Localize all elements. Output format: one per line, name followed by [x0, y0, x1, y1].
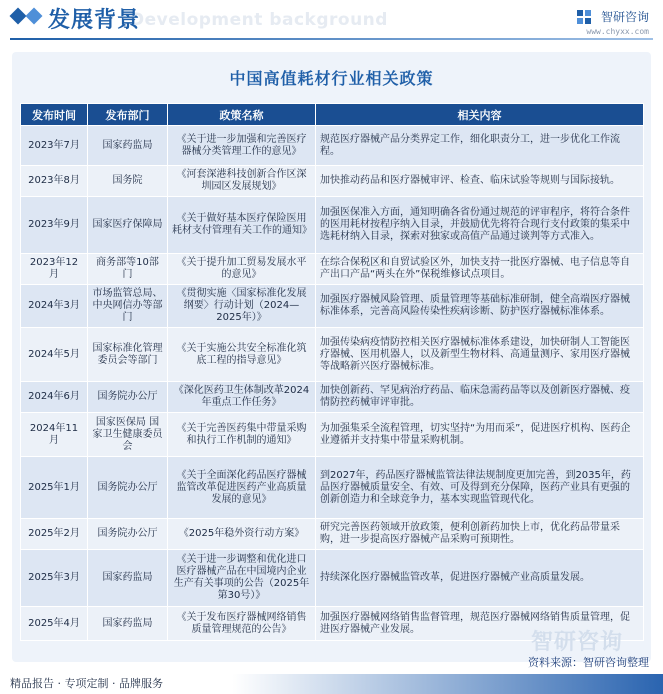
- cell-dept: 国务院办公厅: [88, 382, 168, 413]
- cell-time: 2023年9月: [21, 197, 88, 254]
- cell-dept: 国家药监局: [88, 126, 168, 166]
- cell-policy-name: 《河套深港科技创新合作区深圳园区发展规划》: [168, 166, 316, 197]
- cell-time: 2025年4月: [21, 607, 88, 641]
- diamond-icon: [10, 8, 27, 25]
- column-header-dept: 发布部门: [88, 104, 168, 126]
- cell-dept: 国家药监局: [88, 550, 168, 607]
- cell-content: 加强医疗器械风险管理、质量管理等基础标准研制，健全高端医疗器械标准体系，完善高风险传染性疾病诊断、防护医疗器械标准体系。: [316, 285, 644, 328]
- column-header-time: 发布时间: [21, 104, 88, 126]
- cell-time: 2024年5月: [21, 328, 88, 382]
- cell-content: 加快推动药品和医疗器械审评、检查、临床试验等规则与国际接轨。: [316, 166, 644, 197]
- section-title-en: Development background: [130, 10, 388, 30]
- table-row: [21, 382, 644, 413]
- brand: [576, 6, 649, 36]
- cell-dept: 国家标准化管理委员会等部门: [88, 328, 168, 382]
- footer-tagline: 精品报告 · 专项定制 · 品牌服务: [10, 677, 163, 690]
- brand-logo-icon: [576, 9, 592, 25]
- cell-dept: 商务部等10部门: [88, 254, 168, 285]
- table-row: [21, 457, 644, 519]
- cell-policy-name: 《关于完善医药集中带量采购和执行工作机制的通知》: [168, 413, 316, 457]
- cell-dept: 市场监管总局、中央网信办等部门: [88, 285, 168, 328]
- cell-dept: 国家药监局: [88, 607, 168, 641]
- data-source: 资料来源：智研咨询整理: [528, 656, 649, 669]
- table-row: [21, 328, 644, 382]
- diamond-icon-secondary: [26, 8, 43, 25]
- table-row: [21, 413, 644, 457]
- cell-content: 研究完善医药领域开放政策，便利创新药加快上市，优化药品带量采购，进一步提高医疗器械产品采购可预期性。: [316, 519, 644, 550]
- cell-content: 加快创新药、罕见病治疗药品、临床急需药品等以及创新医疗器械、疫情防控药械审评审批。: [316, 382, 644, 413]
- table-row: [21, 519, 644, 550]
- cell-policy-name: 《关于进一步加强和完善医疗器械分类管理工作的意见》: [168, 126, 316, 166]
- cell-policy-name: 《贯彻实施〈国家标准化发展纲要〉行动计划（2024—2025年）》: [168, 285, 316, 328]
- header-divider: [10, 38, 653, 40]
- column-header-desc: 相关内容: [316, 104, 644, 126]
- cell-time: 2025年3月: [21, 550, 88, 607]
- cell-time: 2023年12月: [21, 254, 88, 285]
- cell-dept: 国家医疗保障局: [88, 197, 168, 254]
- policy-panel: [12, 52, 651, 662]
- column-header-name: 政策名称: [168, 104, 316, 126]
- cell-dept: 国务院办公厅: [88, 519, 168, 550]
- cell-policy-name: 《关于全面深化药品医疗器械监管改革促进医药产业高质量发展的意见》: [168, 457, 316, 519]
- brand-url: www.chyxx.com: [586, 27, 649, 36]
- cell-time: 2025年2月: [21, 519, 88, 550]
- cell-time: 2024年3月: [21, 285, 88, 328]
- cell-time: 2024年11月: [21, 413, 88, 457]
- cell-content: 到2027年，药品医疗器械监管法律法规制度更加完善，到2035年，药品医疗器械质量安全、有效、可及得到充分保障，医药产业具有更强的创新创造力和全球竞争力，基本实现监管现代化。: [316, 457, 644, 519]
- cell-content: 为加强集采全流程管理，切实坚持“为用而采”，促进医疗机构、医药企业遵循并支持集中带量采购机制。: [316, 413, 644, 457]
- policy-table: [20, 103, 644, 641]
- table-row: [21, 126, 644, 166]
- cell-dept: 国务院: [88, 166, 168, 197]
- cell-content: 规范医疗器械产品分类界定工作，细化职责分工，进一步优化工作流程。: [316, 126, 644, 166]
- cell-content: 加强医疗器械网络销售监督管理，规范医疗器械网络销售质量管理，促进医疗器械产业发展。: [316, 607, 644, 641]
- table-title: 中国高值耗材行业相关政策: [229, 69, 434, 88]
- cell-policy-name: 《关于实施公共安全标准化筑底工程的指导意见》: [168, 328, 316, 382]
- cell-content: 在综合保税区和自贸试验区外，加快支持一批医疗器械、电子信息等自产出口产品“两头在外”保税维修试点项目。: [316, 254, 644, 285]
- cell-policy-name: 《深化医药卫生体制改革2024年重点工作任务》: [168, 382, 316, 413]
- cell-dept: 国家医保局 国家卫生健康委员会: [88, 413, 168, 457]
- cell-policy-name: 《2025年稳外资行动方案》: [168, 519, 316, 550]
- table-row: [21, 285, 644, 328]
- cell-time: 2023年8月: [21, 166, 88, 197]
- brand-name: 智研咨询: [600, 10, 649, 24]
- cell-policy-name: 《关于提升加工贸易发展水平的意见》: [168, 254, 316, 285]
- cell-content: 加强传染病疫情防控相关医疗器械标准体系建设，加快研制人工智能医疗器械、医用机器人，以及新型生物材料、高通量测序、家用医疗器械等战略新兴医疗器械标准。: [316, 328, 644, 382]
- cell-time: 2024年6月: [21, 382, 88, 413]
- watermark-logo: 智研咨询: [530, 630, 623, 655]
- table-row: [21, 197, 644, 254]
- table-header-row: [21, 104, 644, 126]
- table-row: [21, 550, 644, 607]
- page-header: [0, 0, 663, 40]
- table-row: [21, 254, 644, 285]
- cell-policy-name: 《关于做好基本医疗保险医用耗材支付管理有关工作的通知》: [168, 197, 316, 254]
- section-title: 发展背景: [48, 8, 141, 33]
- cell-content: 持续深化医疗器械监管改革，促进医疗器械产业高质量发展。: [316, 550, 644, 607]
- cell-policy-name: 《关于发布医疗器械网络销售质量管理规范的公告》: [168, 607, 316, 641]
- cell-time: 2025年1月: [21, 457, 88, 519]
- cell-dept: 国务院办公厅: [88, 457, 168, 519]
- table-row: [21, 166, 644, 197]
- cell-policy-name: 《关于进一步调整和优化进口医疗器械产品在中国境内企业生产有关事项的公告（2025年第30号）》: [168, 550, 316, 607]
- cell-time: 2023年7月: [21, 126, 88, 166]
- cell-content: 加强医保准入方面，通知明确各省份通过规范的评审程序，将符合条件的医用耗材按程序纳入目录，并鼓励优先将符合现行支付政策的集采中选耗材纳入目录，探索对独家或高值产品通过谈判等方式准入。: [316, 197, 644, 254]
